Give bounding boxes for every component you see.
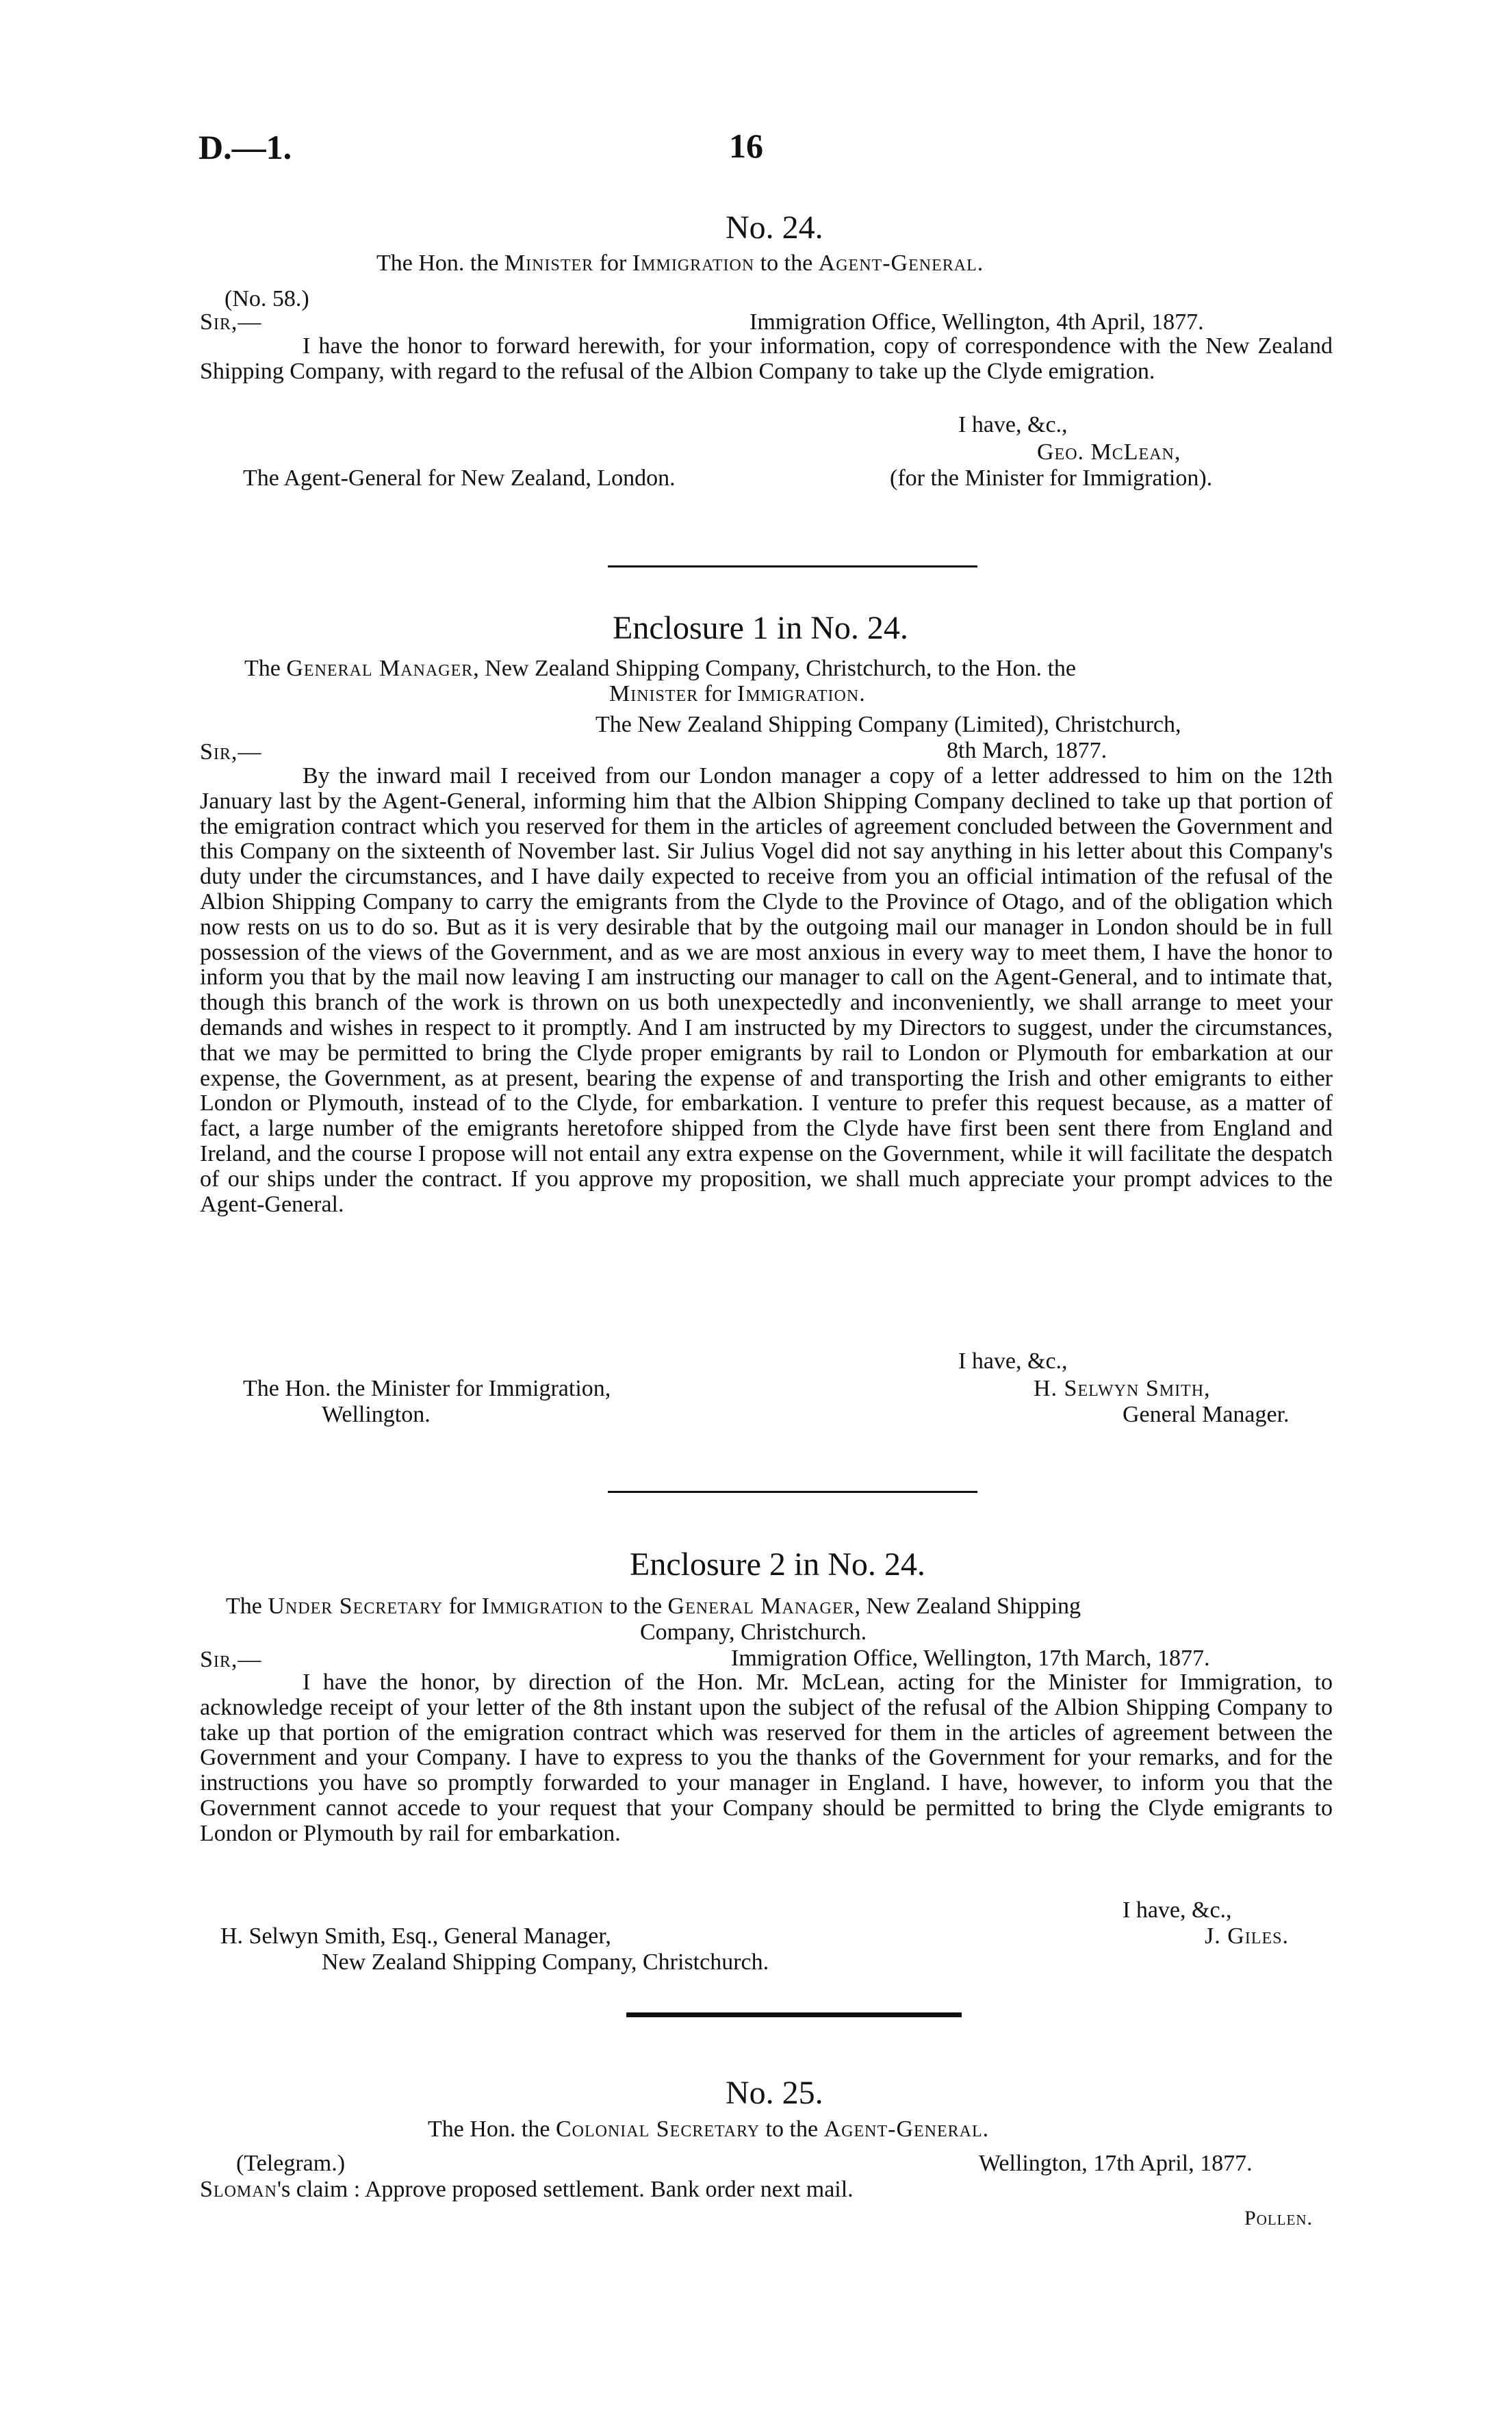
section-title-no25: No. 25. [726,2075,823,2111]
no25-claim-text: 's claim : Approve proposed settlement. Bank order next mail. [277,2177,854,2202]
no25-sloman: Sloman [200,2177,277,2202]
enc1-place-line1: The New Zealand Shipping Company (Limited), Christchurch, [595,712,1181,737]
heading-text: The Hon. the [428,2117,556,2142]
no25-signature: Pollen. [1244,2207,1313,2229]
enc1-place-line2: 8th March, 1877. [947,738,1107,763]
enc1-body [200,764,1333,1217]
heading-text: to the [754,251,819,276]
enc2-closing: I have, &c., [1123,1897,1232,1923]
enc2-heading-line1 [226,1594,1081,1619]
heading-immigration: Immigration [736,681,860,706]
enc1-signature-role: General Manager. [1123,1402,1290,1427]
enc1-heading-line2 [609,681,865,706]
enc1-body-text: By the inward mail I received from our London manager a copy of a letter addressed to him on the 12th January last by the Agent-General, informing him that the Albion Shipping Company declined to take up that portion of the emigration contract which you reserved for them in the articles of agreement concluded between the Government and this Company on the sixteenth of November last. Sir Julius Vogel did not say anything in his letter about this Company's duty under the circumstances, and I have daily expected to receive from you an official intimation of the refusal of the Albion Shipping Company to carry the emigrants from the Clyde to the Province of Otago, and of the obligation which now rests on us to do so. But as it is very desirable that by the outgoing mail our manager in London should be in full possession of the views of the Government, and as we are most anxious in every way to meet them, I have the honor to inform you that by the mail now leaving I am instructing our manager to call on the Agent-General, and to intimate that, though this branch of the work is thrown on us both unexpectedly and inconveniently, we shall arrange to meet your demands and wishes in respect to it promptly. And I am instructed by my Directors to suggest, under the circumstances, that we may be permitted to bring the Clyde proper emigrants by rail to London or Plymouth for embarkation at our expense, the Government, as at present, bearing the expense of and transporting the Irish and other emigrants to either London or Plymouth, instead of to the Clyde, for embarkation. I venture to prefer this request because, as a matter of fact, a large number of the emigrants heretofore shipped from the Clyde have first been sent there from England and Ireland, and the course I propose will not entail any extra expense on the Government, while it will facilitate the despatch of our ships under the contract. If you approve my proposition, we shall much appreciate your prompt advices to the Agent-General. [200,763,1333,1217]
enc1-closing: I have, &c., [958,1348,1068,1374]
heading-immigration: Immigration [632,251,755,276]
heading-text: to the [760,2117,824,2142]
heading-text: The [244,656,287,681]
heading-text: The Hon. the [376,251,504,276]
heading-general-manager: General Manager [667,1594,855,1619]
no24-signature: Geo. McLean, [1037,439,1181,465]
heading-agent-general: Agent-General [823,2117,983,2142]
enc2-signature: J. Giles. [1205,1923,1289,1949]
no24-addressee: The Agent-General for New Zealand, London. [243,465,676,491]
section-title-no24: No. 24. [726,209,823,246]
section-divider [608,565,977,567]
heading-immigration: Immigration [481,1594,604,1619]
heading-minister: Minister [609,681,699,706]
enc2-salutation: Sir,— [200,1647,262,1672]
no24-place-date: Immigration Office, Wellington, 4th April, 1877. [749,309,1204,335]
no25-telegram-label: (Telegram.) [236,2151,346,2176]
no25-place-date: Wellington, 17th April, 1877. [979,2151,1253,2176]
heading-text: to the [604,1594,668,1619]
no24-salutation: Sir,— [200,309,262,335]
heading-text: for [443,1594,482,1619]
heading-text: . [977,251,984,276]
enc1-heading-line1 [244,656,1076,681]
no25-heading [428,2117,988,2142]
heading-text: for [593,251,632,276]
no24-signature-role: (for the Minister for Immigration). [890,465,1213,491]
no24-reference: (No. 58.) [225,286,309,311]
section-divider [608,1491,977,1493]
enc2-addressee-line2: New Zealand Shipping Company, Christchurch. [322,1949,769,1975]
heading-minister: Minister [504,251,594,276]
no24-closing: I have, &c., [958,412,1068,437]
heading-text: . [859,681,865,706]
section-divider-thick [626,2012,962,2017]
enc1-signature: H. Selwyn Smith, [1034,1376,1211,1401]
no25-message [200,2177,854,2202]
page-number: 16 [729,127,763,165]
heading-text: for [698,681,737,706]
section-title-enclosure-2: Enclosure 2 in No. 24. [630,1546,925,1583]
section-title-enclosure-1: Enclosure 1 in No. 24. [613,610,908,646]
no24-body-text: I have the honor to forward herewith, for your information, copy of correspondence with the New Zealand Shipping Company, with regard to the refusal of the Albion Company to take up the Clyde emigration. [200,333,1333,384]
heading-text: The [226,1594,268,1619]
enc1-addressee-line2: Wellington. [322,1402,431,1427]
enc1-addressee-line1: The Hon. the Minister for Immigration, [243,1376,611,1401]
heading-text: , New Zealand Shipping [854,1594,1081,1619]
enc2-heading-line2: Company, Christchurch. [640,1620,867,1645]
heading-agent-general: Agent-General [818,251,977,276]
heading-text: . [982,2117,989,2142]
heading-colonial-secretary: Colonial Secretary [555,2117,760,2142]
enc2-body [200,1670,1333,1847]
heading-under-secretary: Under Secretary [268,1594,444,1619]
enc2-addressee-line1: H. Selwyn Smith, Esq., General Manager, [220,1923,611,1949]
enc1-salutation: Sir,— [200,739,262,765]
no24-body [200,334,1333,385]
heading-text: , New Zealand Shipping Company, Christchurch, to the Hon. the [473,656,1076,681]
enc2-body-text: I have the honor, by direction of the Hon. Mr. McLean, acting for the Minister for Immigration, to acknowledge receipt of your letter of the 8th instant upon the subject of the refusal of the Albion Shipping Company to take up that portion of the emigration contract which was reserved for them in the articles of agreement between the Government and your Company. I have to express to you the thanks of the Government for your remarks, and for the instructions you have so promptly forwarded to your manager in England. I have, however, to inform you that the Government cannot accede to your request that your Company should be permitted to bring the Clyde emigrants to London or Plymouth by rail for embarkation. [200,1670,1333,1846]
doc-reference: D.—1. [198,128,292,166]
heading-general-manager: General Manager [286,656,474,681]
no24-heading [376,251,983,276]
enc2-place-date: Immigration Office, Wellington, 17th March, 1877. [731,1646,1210,1671]
